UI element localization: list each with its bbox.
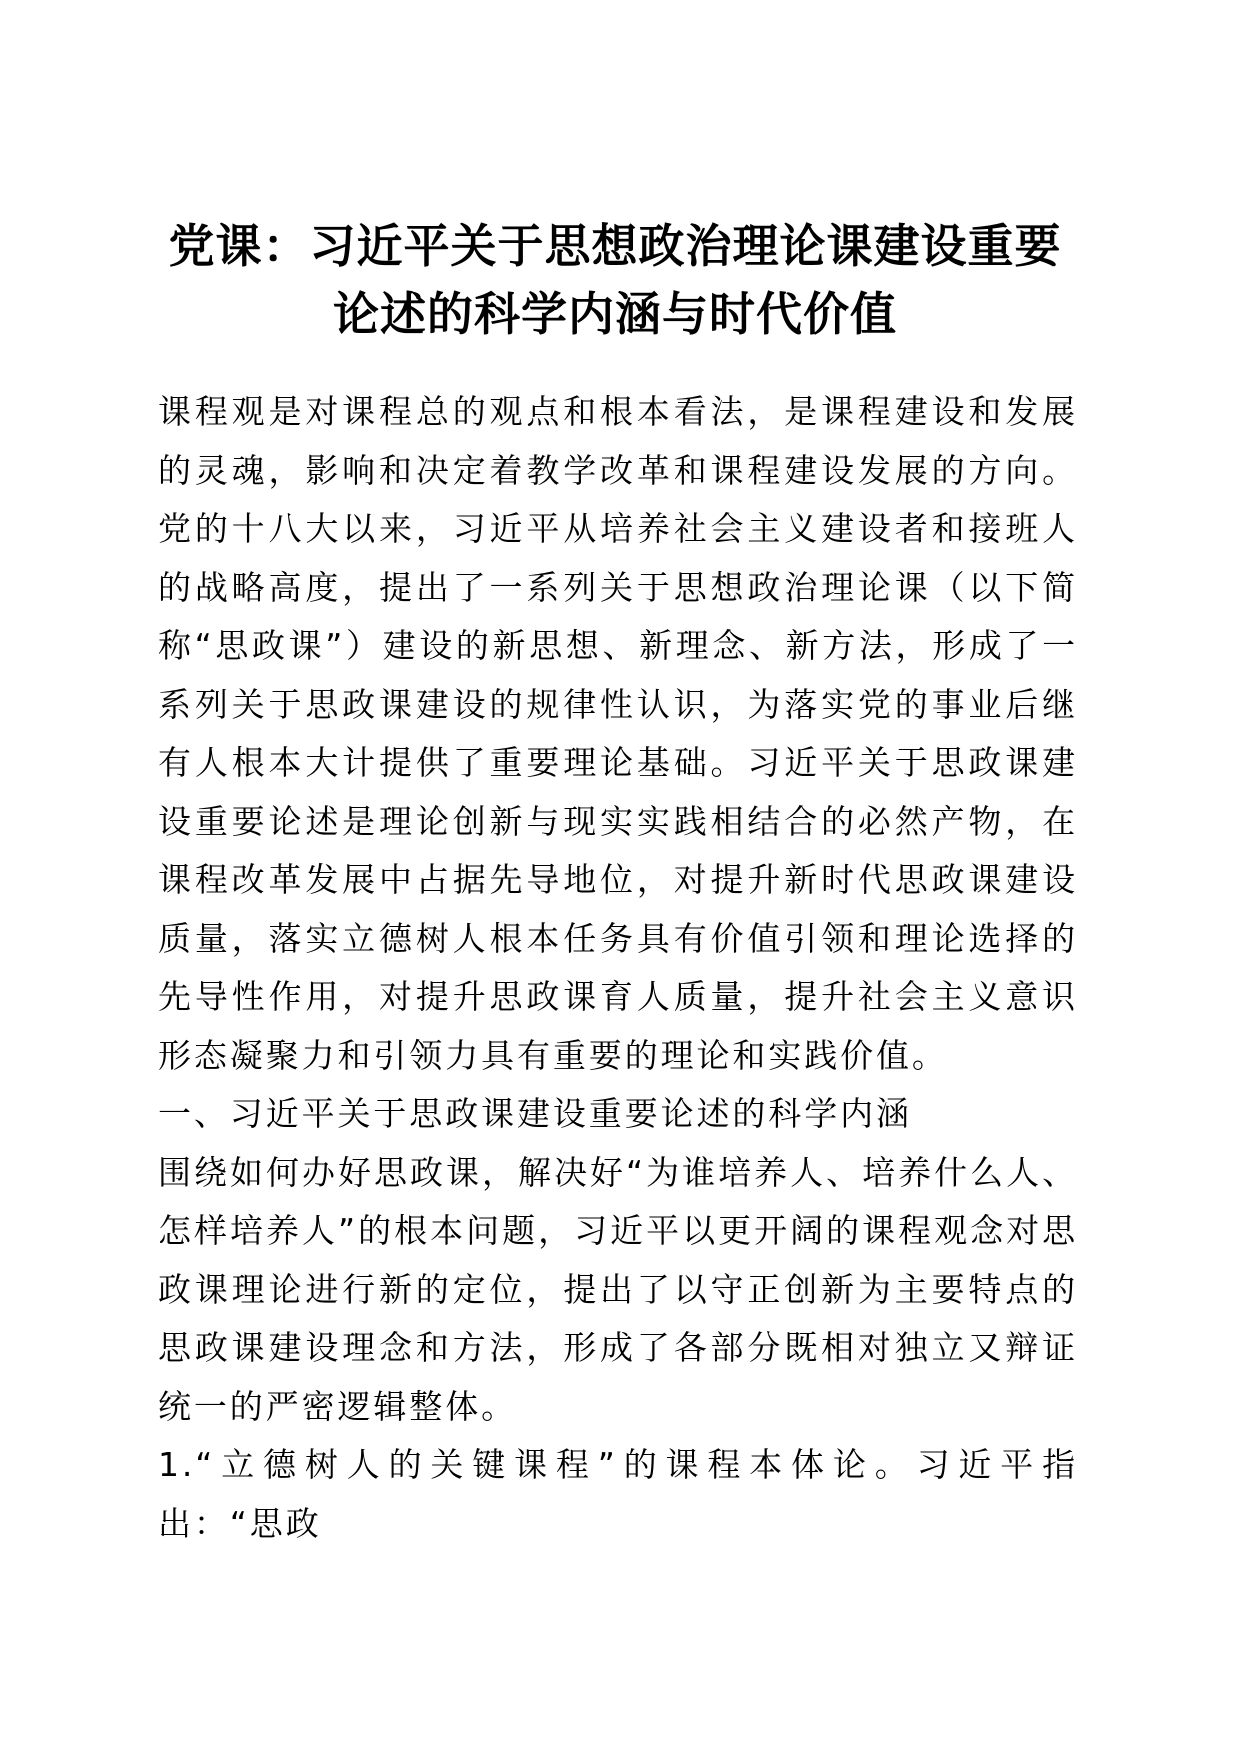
section-heading: 一、习近平关于思政课建设重要论述的科学内涵: [158, 1094, 912, 1133]
section-paragraph: 围绕如何办好思政课，解决好“为谁培养人、培养什么人、怎样培养人”的根本问题，习近平以更开阔的课程观念对思政课理论进行新的定位，提出了以守正创新为主要特点的思政课建设理念和方法，形成了各部分既相对独立又辩证统一的严密逻辑整体。: [158, 1152, 1078, 1426]
subsection-paragraph: 1.“立德树人的关键课程”的课程本体论。习近平指出：“思政: [158, 1445, 1078, 1543]
document-title: 党课：习近平关于思想政治理论课建设重要论述的科学内涵与时代价值: [168, 219, 1062, 341]
intro-paragraph: 课程观是对课程总的观点和根本看法，是课程建设和发展的灵魂，影响和决定着教学改革和课程建设发展的方向。党的十八大以来，习近平从培养社会主义建设者和接班人的战略高度，提出了一系列关于思想政治理论课（以下简称“思政课”）建设的新思想、新理念、新方法，形成了一系列关于思政课建设的规律性认识，为落实党的事业后继有人根本大计提供了重要理论基础。习近平关于思政课建设重要论述是理论创新与现实实践相结合的必然产物，在课程改革发展中占据先导地位，对提升新时代思政课建设质量，落实立德树人根本任务具有价值引领和理论选择的先导性作用，对提升思政课育人质量，提升社会主义意识形态凝聚力和引领力具有重要的理论和实践价值。: [158, 392, 1078, 1075]
document-body: [158, 383, 1078, 1553]
